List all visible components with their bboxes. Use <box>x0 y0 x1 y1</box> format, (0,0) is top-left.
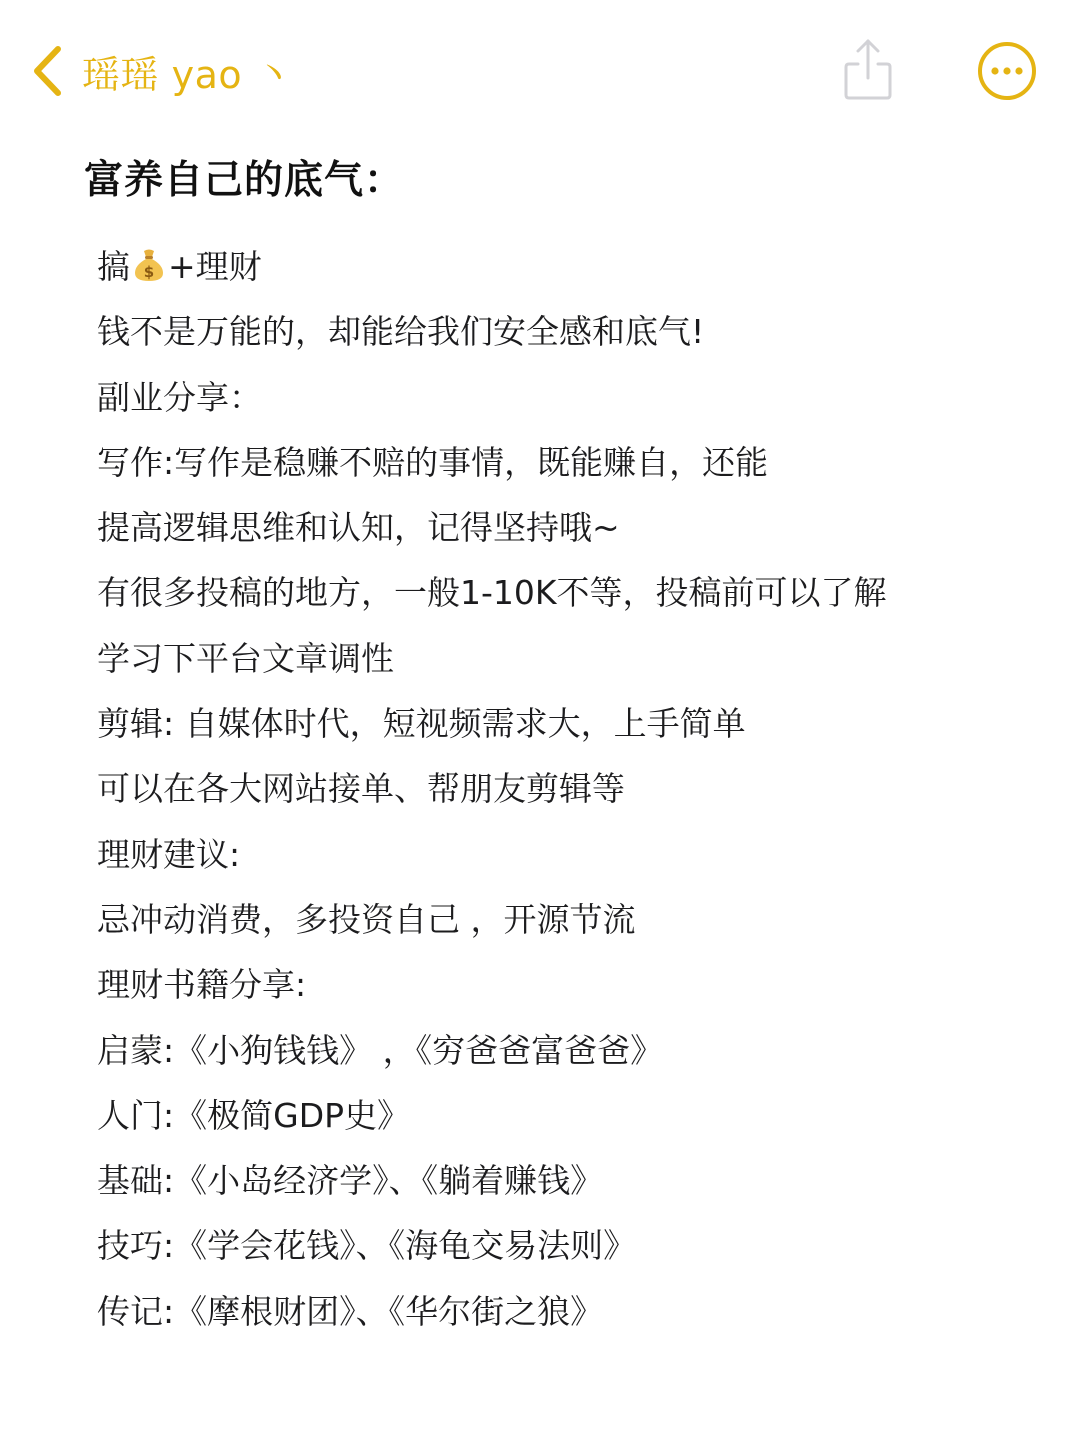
back-label: 瑶瑶 yao 丶 <box>82 52 294 97</box>
note-line: 忌冲动消费，多投资自己 ，开源节流 <box>97 899 636 939</box>
back-button[interactable] <box>28 36 293 106</box>
note-body[interactable] <box>84 150 1044 1344</box>
note-line: 理财建议: <box>97 834 241 874</box>
first-line-prefix: 搞 <box>97 247 130 286</box>
navigation-bar <box>0 0 1080 140</box>
note-line: 理财书籍分享: <box>97 965 307 1005</box>
note-line: 可以在各大网站接单、帮朋友剪辑等 <box>97 769 625 809</box>
note-line: 启蒙:《小狗钱钱》 ，《穷爸爸富爸爸》 <box>97 1030 664 1070</box>
more-icon <box>976 40 1038 102</box>
svg-text:$: $ <box>143 263 155 281</box>
note-title: 富养自己的底气： <box>84 158 405 203</box>
note-line: 剪辑: 自媒体时代，短视频需求大，上手简单 <box>97 704 746 744</box>
note-line: 学习下平台文章调性 <box>97 638 394 678</box>
share-button[interactable] <box>836 34 900 104</box>
note-line: 写作:写作是稳赚不赔的事情，既能赚自，还能 <box>97 442 769 482</box>
note-line: 基础:《小岛经济学》、《躺着赚钱》 <box>97 1161 604 1201</box>
note-line: 提高逻辑思维和认知，记得坚持哦~ <box>97 508 620 548</box>
note-line-first <box>97 234 1044 299</box>
share-icon <box>836 34 900 104</box>
note-line: 副业分享： <box>97 377 262 417</box>
note-line: 钱不是万能的，却能给我们安全感和底气! <box>97 312 705 352</box>
note-line: 有很多投稿的地方，一般1-10K不等，投稿前可以了解 <box>97 573 887 613</box>
money-bag-emoji <box>132 247 166 283</box>
note-line: 技巧:《学会花钱》、《海龟交易法则》 <box>97 1226 637 1266</box>
more-button[interactable] <box>976 40 1038 102</box>
note-line: 传记:《摩根财团》、《华尔街之狼》 <box>97 1291 604 1331</box>
first-line-suffix: +理财 <box>168 247 262 286</box>
note-line: 人门:《极简GDP史》 <box>97 1095 411 1135</box>
chevron-left-icon <box>28 41 68 101</box>
